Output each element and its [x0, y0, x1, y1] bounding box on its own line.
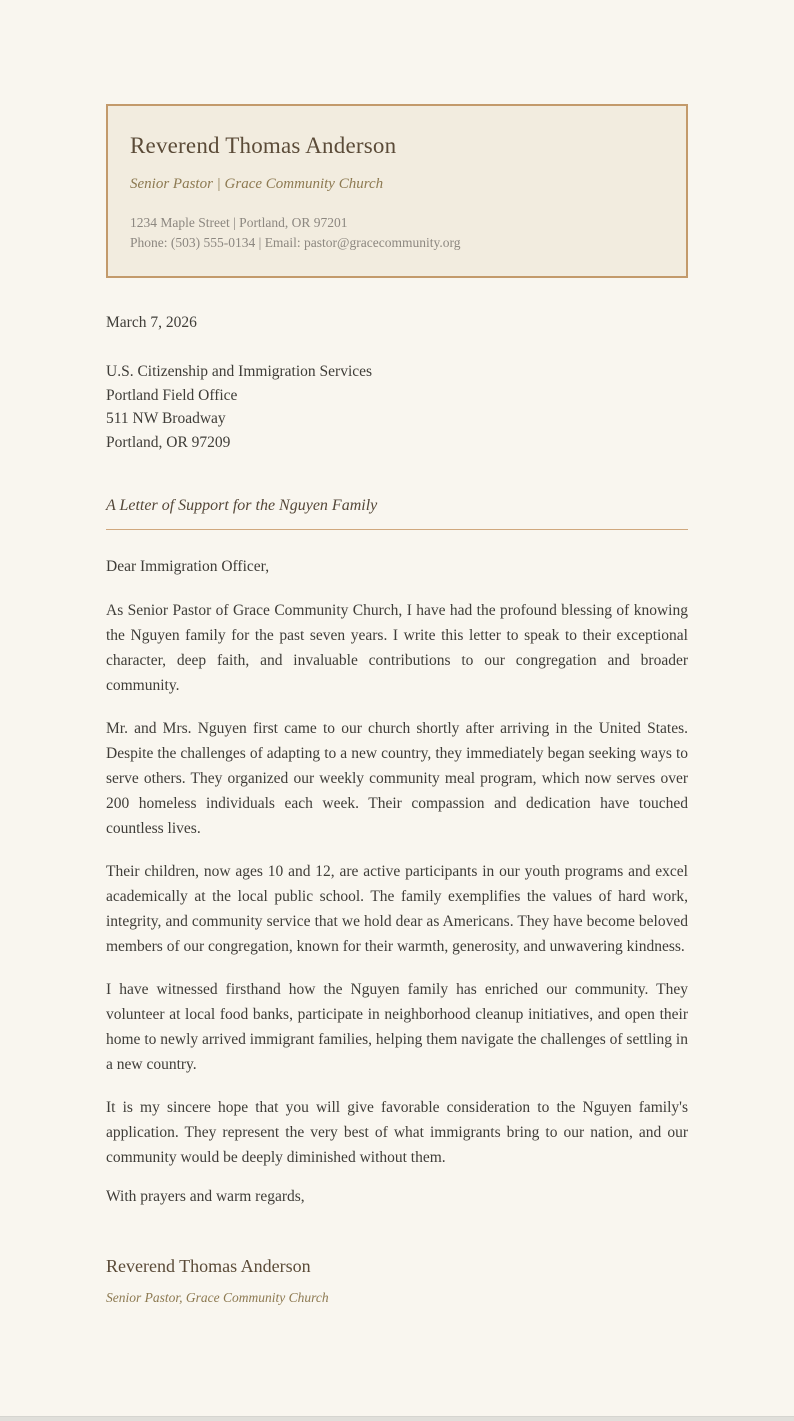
recipient-line: Portland Field Office: [106, 386, 238, 404]
letterhead-address-line: 1234 Maple Street | Portland, OR 97201: [130, 215, 348, 230]
body-paragraph: Mr. and Mrs. Nguyen first came to our church shortly after arriving in the United States. Despite the challenges of adapting to a new country, they immediately began seeking ways to serve others. They organized our weekly community meal program, which now serves over 200 homeless individuals each week. Their compassion and dedication have touched countless lives.: [106, 720, 688, 838]
letterhead-phone-email-line: Phone: (503) 555-0134 | Email: pastor@gracecommunity.org: [130, 234, 461, 250]
recipient-address-block: [106, 360, 688, 454]
body-paragraph: Their children, now ages 10 and 12, are active participants in our youth programs and excel academically at the local public school. The family exemplifies the values of hard work, integrity, and community service that we hold dear as Americans. They have become beloved members of our congregation, known for their warmth, generosity, and unwavering kindness.: [106, 863, 688, 956]
body-paragraph: It is my sincere hope that you will give favorable consideration to the Nguyen family's application. They represent the very best of what immigrants bring to our nation, and our community would be deeply diminished without them.: [106, 1099, 688, 1167]
recipient-line: U.S. Citizenship and Immigration Services: [106, 363, 373, 381]
subject-line: A Letter of Support for the Nguyen Family: [106, 497, 688, 530]
letter-date: March 7, 2026: [106, 314, 197, 332]
letterhead: [106, 104, 688, 278]
letterhead-title: Senior Pastor | Grace Community Church: [130, 176, 384, 192]
signature-name: Reverend Thomas Anderson: [106, 1256, 311, 1277]
letterhead-contact: [130, 213, 664, 252]
body-paragraph: I have witnessed firsthand how the Nguyen family has enriched our community. They volunteer at local food banks, participate in neighborhood cleanup initiatives, and open their home to newly arrived immigrant families, helping them navigate the challenges of settling in a new country.: [106, 981, 688, 1074]
window-bottom-edge: [0, 1416, 794, 1421]
body-paragraph: As Senior Pastor of Grace Community Church, I have had the profound blessing of knowing the Nguyen family for the past seven years. I write this letter to speak to their exceptional character, deep faith, and invaluable contributions to our congregation and broader community.: [106, 602, 688, 695]
recipient-line: Portland, OR 97209: [106, 433, 231, 451]
recipient-line: 511 NW Broadway: [106, 410, 226, 428]
signature-title: Senior Pastor, Grace Community Church: [106, 1290, 329, 1306]
letterhead-name: Reverend Thomas Anderson: [130, 133, 397, 158]
salutation: Dear Immigration Officer,: [106, 558, 270, 576]
closing-line: With prayers and warm regards,: [106, 1188, 305, 1206]
letter-content: [106, 0, 688, 1306]
